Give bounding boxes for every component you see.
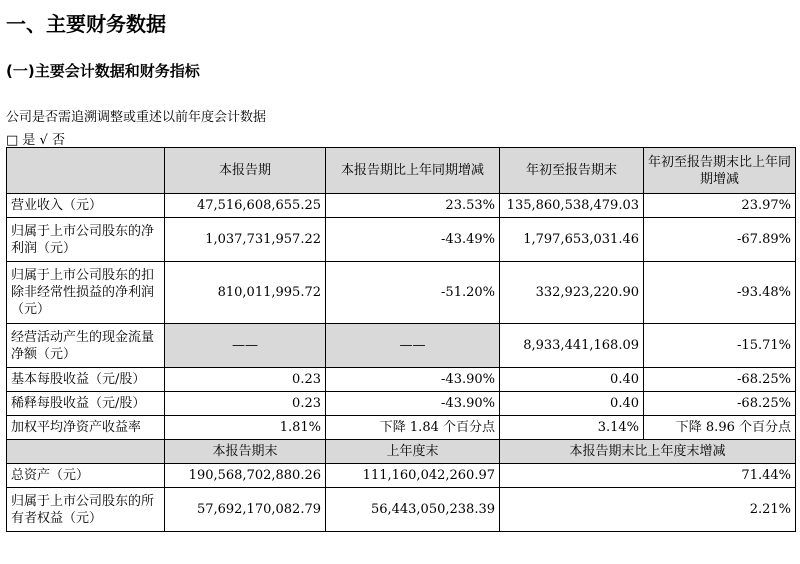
ytd-change-value: 23.97% bbox=[644, 194, 796, 218]
header-ytd-change: 年初至报告期末比上年同期增减 bbox=[644, 148, 796, 194]
current-change-value: 下降 1.84 个百分点 bbox=[326, 416, 500, 440]
current-value: 1.81% bbox=[165, 416, 326, 440]
ytd-change-value: -68.25% bbox=[644, 368, 796, 392]
current-change-value: -43.49% bbox=[326, 218, 500, 262]
ytd-value: 1,797,653,031.46 bbox=[500, 218, 644, 262]
current-value: 1,037,731,957.22 bbox=[165, 218, 326, 262]
prev-year-end-value: 56,443,050,238.39 bbox=[326, 488, 500, 532]
current-change-value: —— bbox=[326, 324, 500, 368]
ytd-change-value: -93.48% bbox=[644, 262, 796, 324]
section-title: 一、主要财务数据 bbox=[6, 12, 166, 36]
header-current-period: 本报告期 bbox=[165, 148, 326, 194]
ytd-change-value: -67.89% bbox=[644, 218, 796, 262]
current-change-value: -51.20% bbox=[326, 262, 500, 324]
table-header-row-2 bbox=[7, 440, 796, 464]
ytd-change-value: -15.71% bbox=[644, 324, 796, 368]
ytd-value: 332,923,220.90 bbox=[500, 262, 644, 324]
financial-data-table bbox=[6, 147, 796, 532]
row-label: 归属于上市公司股东的扣除非经常性损益的净利润（元） bbox=[7, 262, 165, 324]
row-label: 归属于上市公司股东的净利润（元） bbox=[7, 218, 165, 262]
row-label: 营业收入（元） bbox=[7, 194, 165, 218]
table-row bbox=[7, 324, 796, 368]
restate-question: 公司是否需追溯调整或重述以前年度会计数据 bbox=[6, 110, 267, 125]
period-end-change-value: 71.44% bbox=[500, 464, 796, 488]
ytd-value: 8,933,441,168.09 bbox=[500, 324, 644, 368]
row-label: 总资产（元） bbox=[7, 464, 165, 488]
table-row bbox=[7, 464, 796, 488]
row-label: 经营活动产生的现金流量净额（元） bbox=[7, 324, 165, 368]
header-current-change: 本报告期比上年同期增减 bbox=[326, 148, 500, 194]
table-row bbox=[7, 218, 796, 262]
row-label: 稀释每股收益（元/股） bbox=[7, 392, 165, 416]
current-value: 810,011,995.72 bbox=[165, 262, 326, 324]
period-end-value: 57,692,170,082.79 bbox=[165, 488, 326, 532]
header-ytd: 年初至报告期末 bbox=[500, 148, 644, 194]
row-label: 基本每股收益（元/股） bbox=[7, 368, 165, 392]
current-change-value: -43.90% bbox=[326, 368, 500, 392]
header-period-end-change: 本报告期末比上年度末增减 bbox=[500, 440, 796, 464]
header-blank-cell bbox=[7, 440, 165, 464]
prev-year-end-value: 111,160,042,260.97 bbox=[326, 464, 500, 488]
ytd-change-value: -68.25% bbox=[644, 392, 796, 416]
ytd-value: 0.40 bbox=[500, 392, 644, 416]
current-change-value: 23.53% bbox=[326, 194, 500, 218]
current-value: 47,516,608,655.25 bbox=[165, 194, 326, 218]
period-end-value: 190,568,702,880.26 bbox=[165, 464, 326, 488]
table-row bbox=[7, 262, 796, 324]
header-prev-year-end: 上年度末 bbox=[326, 440, 500, 464]
table-row bbox=[7, 392, 796, 416]
ytd-value: 3.14% bbox=[500, 416, 644, 440]
table-row bbox=[7, 368, 796, 392]
period-end-change-value: 2.21% bbox=[500, 488, 796, 532]
current-change-value: -43.90% bbox=[326, 392, 500, 416]
table-row bbox=[7, 194, 796, 218]
row-label: 归属于上市公司股东的所有者权益（元） bbox=[7, 488, 165, 532]
row-label: 加权平均净资产收益率 bbox=[7, 416, 165, 440]
subsection-title: (一)主要会计数据和财务指标 bbox=[6, 62, 200, 80]
current-value: 0.23 bbox=[165, 392, 326, 416]
restate-answer: □ 是 √ 否 bbox=[6, 133, 65, 148]
ytd-value: 0.40 bbox=[500, 368, 644, 392]
ytd-change-value: 下降 8.96 个百分点 bbox=[644, 416, 796, 440]
current-value: —— bbox=[165, 324, 326, 368]
table-row bbox=[7, 488, 796, 532]
table-row bbox=[7, 416, 796, 440]
ytd-value: 135,860,538,479.03 bbox=[500, 194, 644, 218]
header-period-end: 本报告期末 bbox=[165, 440, 326, 464]
header-blank-cell bbox=[7, 148, 165, 194]
table-header-row bbox=[7, 148, 796, 194]
current-value: 0.23 bbox=[165, 368, 326, 392]
